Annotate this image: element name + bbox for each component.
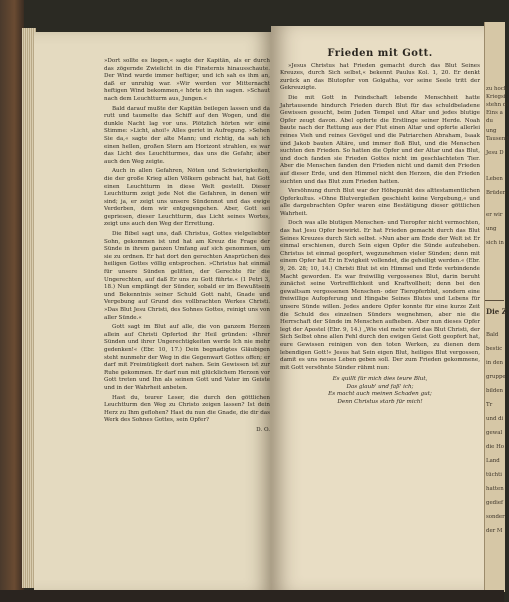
edge-text-line: in den	[486, 360, 504, 366]
edge-text-line: Kriegsf	[486, 94, 506, 100]
paragraph: Die Bibel sagt uns, daß Christus, Gottes vielgeliebter Sohn, gekommen ist und hat am Kreuz die Frage der Sünde in ihrem ganzen Umfang auf sich genommen, um sie zu ordnen. Er hat dort den gerechten Ansprüchen des heiligen Gottes völlig entsprochen. »Christus hat einmal für unsere Sünden gelitten, der Gerechte für die Ungerechten, auf daß Er uns zu Gott führte.« (1 Petri 3, 18.) Nun empfängt der Sünder, sobald er im Bewußtsein und Bekenntnis seiner Schuld Gott naht, Gnade und Vergebung auf Grund des vollbrachten Werkes Christi. »Das Blut Jesu Christi, des Sohnes Gottes, reinigt uns von aller Sünde.«	[104, 231, 270, 321]
edge-text-line: ung	[486, 226, 497, 232]
paragraph: Versöhnung durch Blut war der Höhepunkt des alttestamentlichen Opferkultus. »Ohne Blutvergießen geschieht keine Vergebung,« und alle dargebrachten Opfer waren eine Bestätigung dieser göttlichen Wahrheit.	[280, 188, 480, 217]
edge-text-line: bestic	[486, 346, 503, 352]
verse-line: Es quillt für mich dies teure Blut,	[332, 376, 428, 383]
edge-text-line: du	[486, 118, 493, 124]
edge-text-line: und di	[486, 416, 504, 422]
book-cover-edge	[0, 0, 24, 602]
edge-text-line: hatten	[486, 486, 504, 492]
paragraph: Die mit Gott in Feindschaft lebende Menschheit hatte Jahrtausende hindurch Frieden durch Blut für das schuldbeladene Gewissen gesucht, beim Juden Tempel und Altar und jedes blutige Opfer zeugt davon. Abel opferte die Erstlinge seiner Herde. Noah baute nach der Rettung aus der Flut einen Altar und opferte allerlei reines Vieh und reines Gevögel und die Patriarchen Abraham, Isaak und Jakob bauten Altäre, und immer floß Blut, und die Menschen suchten den Frieden. So hatten die Opfer und der Altar und das Blut, und doch fanden sie Frieden Gottes nicht im geschlachteten Tier. Aber die Menschen fanden den Frieden nicht und damit den Frieden auf dieser Erde, und den Himmel nicht den Herzen, die den Frieden suchten und das Blut zum Frieden hatten.	[280, 94, 480, 185]
verse-line: Denn Christus starb für mich!	[337, 398, 423, 405]
edge-text-line: Jesu D	[486, 150, 504, 156]
paragraph: Auch in allen Gefahren, Nöten und Schwierigkeiten, die der große Krieg allen Völkern gebracht hat, hat Gott einen Leuchtturm in diese Welt gestellt. Dieser Leuchtturm zeigt jede Not die Gefahren, in denen wir sind; ja, er zeigt uns unsere Sündennot und das ewige Verderben, dem wir entgegengehen. Aber, Gott sei gepriesen, dieser Leuchtturm, das Licht seines Wortes, zeigt uns auch den Weg der Errettung.	[104, 168, 270, 228]
edge-text-line: sich in	[486, 240, 504, 246]
author-signature: D. O.	[256, 426, 270, 433]
edge-text-line: gedief	[486, 500, 504, 506]
edge-text-line: ung	[486, 128, 497, 134]
edge-text-line: Leben	[486, 176, 503, 182]
paragraph: Bald darauf mußte der Kapitän beilegen lassen und da rutt und taumelte das Schiff auf den Wogen, und die dunkle Nacht lag vor uns. Plötzlich hörten wir eine Stimme: »Licht, ahoi!« Alles geriet in Aufregung. »Sehen Sie da,« sagte der alte Mann; und richtig, da sah ich einen hellen, großen Stern am Horizont strahlen, es war das Licht des Leuchtturmes, das uns die Gefahr, aber auch den Weg zeigte.	[104, 105, 270, 165]
edge-text-line: gewal	[486, 430, 503, 436]
hymn-verse	[280, 376, 480, 406]
edge-text-line: Eins a	[486, 110, 503, 116]
edge-text-line: Tausend	[486, 136, 509, 142]
section-divider	[485, 300, 504, 301]
edge-text-line: die Ho	[486, 444, 505, 450]
edge-text-line: der M	[486, 528, 503, 534]
edge-text-line: tüchti	[486, 472, 503, 478]
article-title: Frieden mit Gott.	[327, 48, 433, 59]
right-page-text	[280, 50, 480, 590]
edge-text-line: bilden	[486, 388, 504, 394]
table-surface	[0, 590, 504, 602]
verse-line: Das glaub' und faß' ich;	[346, 383, 414, 390]
edge-text-line: Tr	[486, 402, 493, 408]
edge-text-line: er wir	[486, 212, 503, 218]
edge-heading: Die Z	[486, 307, 507, 316]
paragraph: Hast du, teurer Leser, die durch den göttlichen Leuchtturm den Weg zu Christo zeigen lassen? Ist dein Herz zu Ihm geflohen? Hast du nun die Gnade, die dir das Werk des Sohnes Gottes, sein Opfer?	[104, 394, 270, 424]
edge-text-line: zu hoch	[486, 86, 508, 92]
paragraph: »Dort sollte es liegen,« sagte der Kapitän, als er durch das zögernde Zwielicht in die Finsternis hinausschaute. Der Wind wurde immer heftiger, und ich sah es ihm an, daß er unruhig war. »Wir werden vor Mitternacht heftigen Wind bekommen,« hörte ich ihn sagen. »Schaut nach dem Leuchtturm aus, Jungen.«	[104, 58, 270, 102]
edge-text-line: sonder	[486, 514, 505, 520]
verse-line: Es macht auch meinen Schaden gut;	[328, 391, 432, 398]
edge-text-line: Brüden	[486, 190, 507, 196]
paragraph: Gott sagt im Blut auf alle, die von ganzem Herzen allein auf Christi Opfertod ihr Heil gründen: »Ihrer Sünden und ihrer Ungerechtigkeiten werde Ich nie mehr gedenken!« (Ebr. 10, 17.) Dein begnadigtes Gläubigen steht nunmehr der Weg in die Gegenwart Gottes offen; er darf mit Freimütigkeit dort nahen. Sein Gewissen ist zur Ruhe gekommen. Er darf nun mit glücklichem Herzen vor Gott treten und Ihn als seinen Gott und Vater im Geiste und in der Wahrheit anbeten.	[104, 324, 270, 391]
left-page-text	[104, 58, 270, 588]
edge-text-line: gruppe	[486, 374, 506, 380]
paragraph: Doch was alle blutigen Menschen- und Tieropfer nicht vermochten, das hat Jesu Opfer bewirkt. Er hat Frieden gemacht durch das Blut Seines Kreuzes durch Sich selbst. »Nun aber am Ende der Welt ist Er einmal erschienen, durch Sein eigen Opfer die Sünde aufzuheben. Christus ist einmal geopfert, wegzunehmen vieler Sünden; denn mit einem Opfer hat Er in Ewigkeit vollendet, die geheiligt werden.« (Ebr. 9, 26. 28; 10, 14.) Christi Blut ist ein Himmel und Erde verbindende Macht geworden. Es war freiwillig vergossenes Blut, darin beruht zunächst seine Vortrefflichkeit und Kraftvollheit; denn bei den gewaltsam vergossenen Menschen- oder Tieropferblut, sondern eine freiwillige Aufopferung und Hingabe Seines Blutes und Lebens für unsere Sünde willen. Jedes andere Opfer konnte für eine kurze Zeit die Schuld des einzelnen Sünders wegnehmen, aber nie die Herrschaft der Sünde im Menschen aufheben. Aber nun dieses Opfer legt der Apostel (Ebr. 9, 14.) „Wie viel mehr wird das Blut Christi, der Sich Selbst ohne allen Fehl durch den ewigen Geist Gott geopfert hat, eure Gewissen reinigen von den toten Werken, zu dienen dem lebendigen Gott!« Jesus hat Sein eigen Blut, heiliges Blut vergossen, damit es uns neues Leben geben soll. Der zum Frieden gekommene, mit Gott versöhnte Sünder rühmt nun:	[280, 220, 480, 371]
edge-text-line: Land	[486, 458, 500, 464]
edge-text-line: Bald	[486, 332, 499, 338]
paragraph: »Jesus Christus hat Frieden gemacht durch das Blut Seines Kreuzes, durch Sich selbst,« bekennt Paulus Kol. 1, 20. Er denkt zurück an das Blutopfer von Golgatha, vor seine Seele tritt der Gekreuzigte.	[280, 62, 480, 92]
edge-text-line: stehn di	[486, 102, 508, 108]
